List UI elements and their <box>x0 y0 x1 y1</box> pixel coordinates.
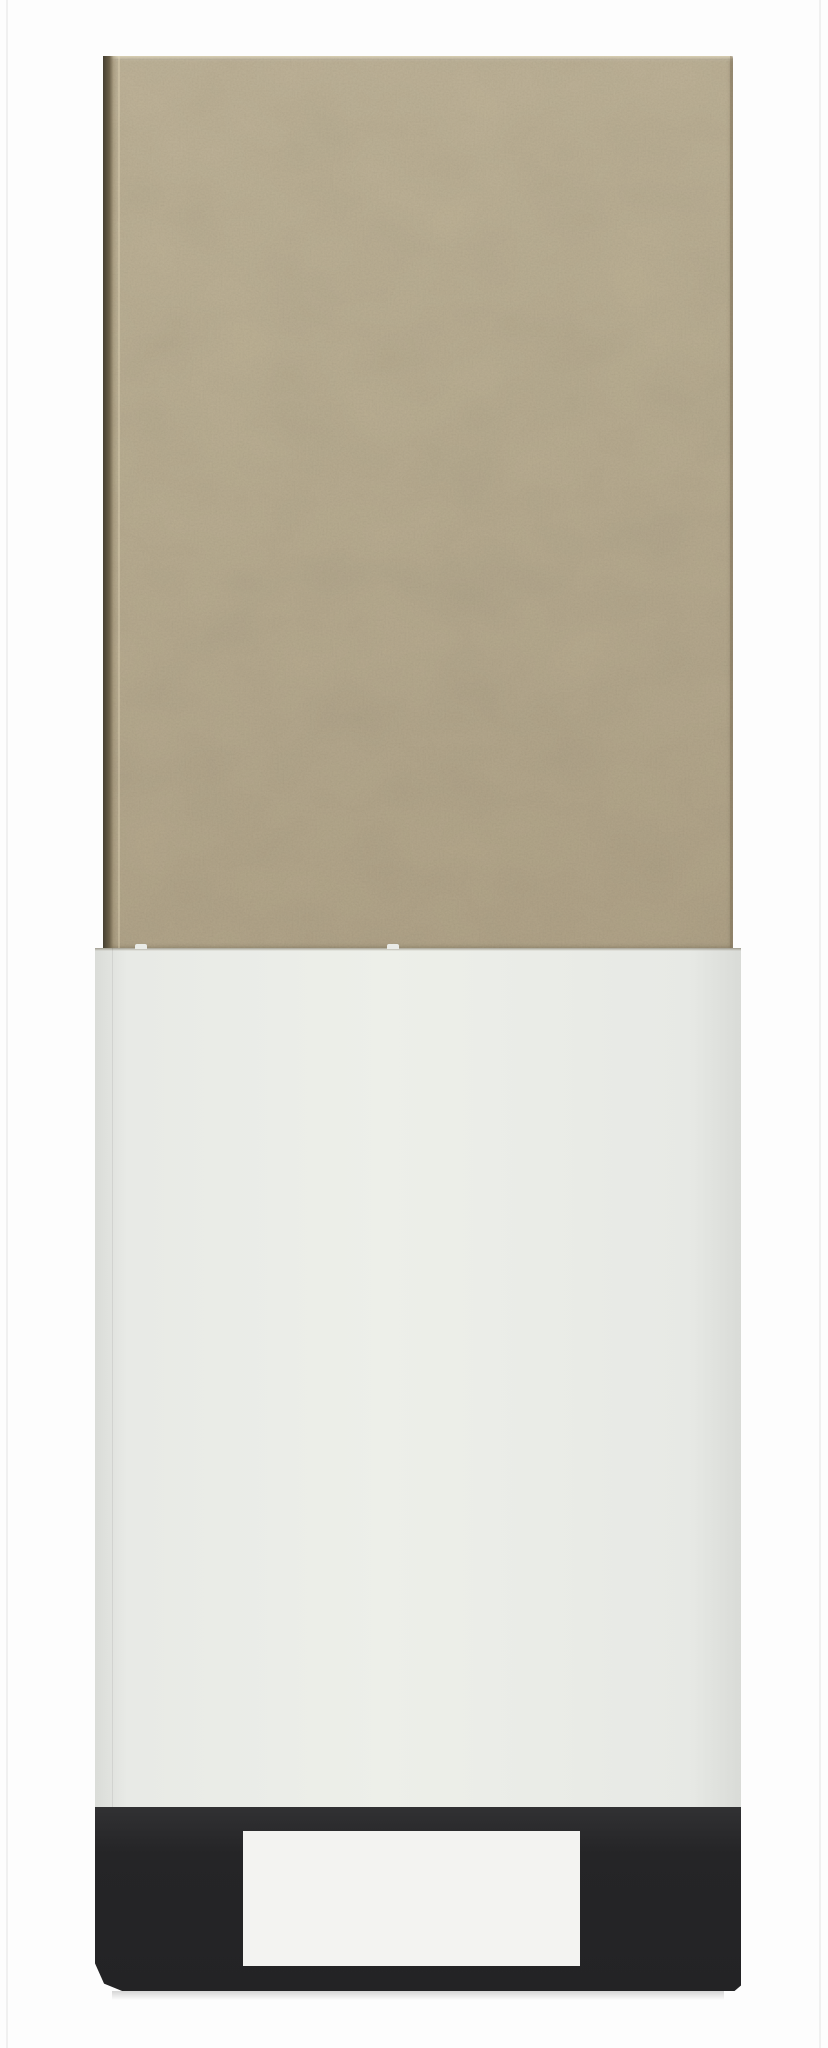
label-tab <box>387 944 399 949</box>
box-left-fold-line <box>118 56 120 949</box>
barcode <box>243 1831 580 1966</box>
label-crease <box>112 948 113 1807</box>
box-bottom-shadow <box>112 1991 724 2000</box>
photo-edge-line-left <box>6 0 8 2048</box>
photo-edge-line-right <box>819 0 821 2048</box>
label-tab <box>135 944 147 949</box>
box-right-edge <box>730 56 733 949</box>
barcode-panel <box>243 1831 580 1966</box>
box-left-edge <box>103 56 117 949</box>
barcode-band <box>95 1807 741 1991</box>
box-top-edge <box>103 56 733 60</box>
packaging-box-top <box>103 56 733 949</box>
info-label <box>95 948 741 1807</box>
cardboard-texture <box>103 56 733 949</box>
